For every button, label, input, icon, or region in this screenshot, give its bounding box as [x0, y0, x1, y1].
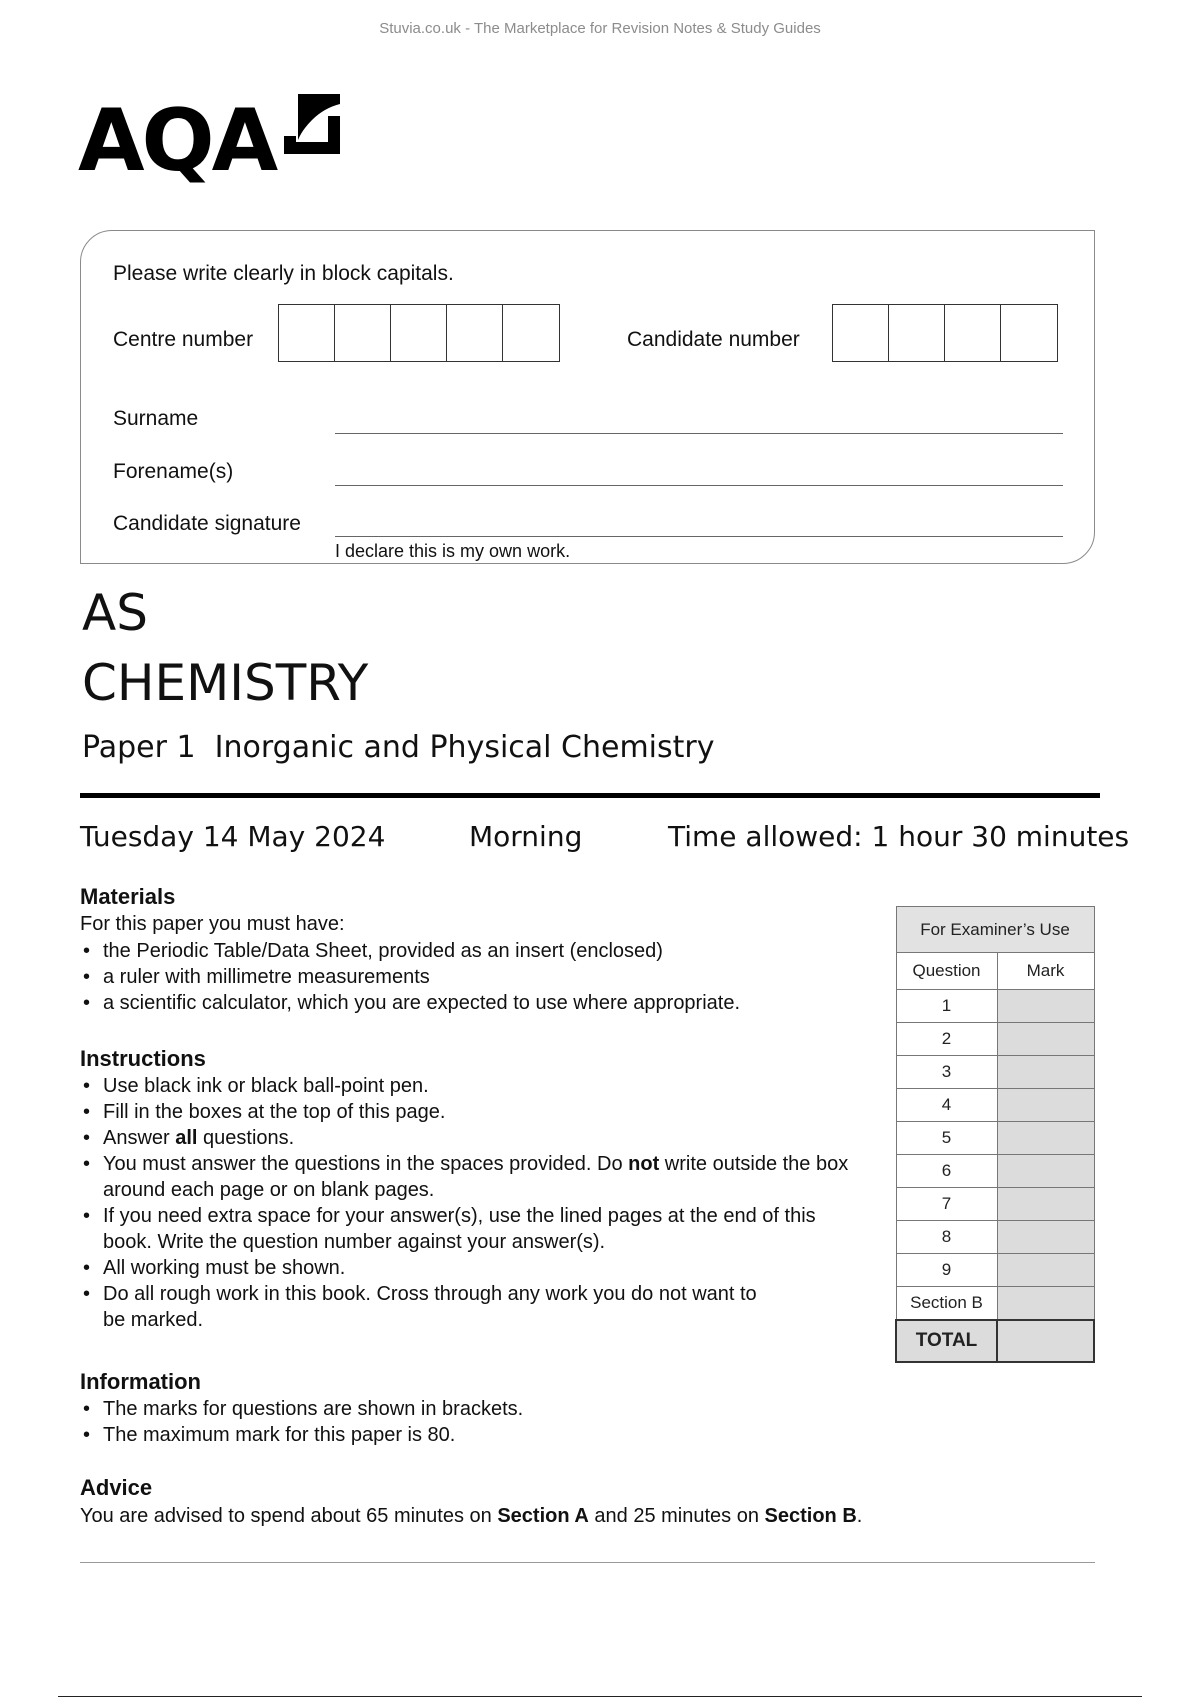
centre-number-label: Centre number [113, 328, 254, 351]
materials-intro: For this paper you must have: [80, 913, 345, 935]
list-item: • You must answer the questions in the spaces provided. Do not write outside the box around each page or on blank pages. [83, 1153, 849, 1201]
mark-cell [997, 1056, 1094, 1089]
mark-cell [997, 1188, 1094, 1221]
table-row [896, 1287, 1094, 1321]
centre-digit-box[interactable] [391, 305, 447, 361]
question-number: 4 [896, 1089, 997, 1122]
question-number: 1 [896, 990, 997, 1023]
page-bottom-rule [58, 1696, 1142, 1697]
list-item: • Answer all questions. [83, 1127, 295, 1149]
aqa-logo-mark [284, 94, 340, 154]
question-number: Section B [896, 1287, 997, 1321]
question-number: 9 [896, 1254, 997, 1287]
mark-cell [997, 1287, 1094, 1321]
mark-column-header: Mark [997, 953, 1094, 990]
table-row [896, 1188, 1094, 1221]
examiner-use-table [895, 906, 1095, 1363]
list-item: • a ruler with millimetre measurements [83, 966, 430, 988]
total-mark-cell [997, 1320, 1094, 1362]
instructions-list [80, 1073, 870, 1333]
advice-text: You are advised to spend about 65 minutes on Section A and 25 minutes on Section B. [80, 1505, 863, 1527]
information-heading: Information [80, 1369, 201, 1394]
centre-digit-box[interactable] [335, 305, 391, 361]
block-capitals-instruction: Please write clearly in block capitals. [113, 262, 454, 285]
mark-cell [997, 990, 1094, 1023]
forenames-line[interactable] [335, 485, 1063, 486]
surname-line[interactable] [335, 433, 1063, 434]
question-number: 7 [896, 1188, 997, 1221]
table-row [896, 1122, 1094, 1155]
advice-heading: Advice [80, 1475, 153, 1500]
candidate-digit-box[interactable] [945, 305, 1001, 361]
examiner-table-title: For Examiner’s Use [896, 907, 1094, 953]
exam-date: Tuesday 14 May 2024 [80, 820, 386, 853]
table-row [896, 1023, 1094, 1056]
candidate-digit-box[interactable] [833, 305, 889, 361]
mark-cell [997, 1254, 1094, 1287]
declaration-text: I declare this is my own work. [335, 541, 571, 561]
table-row [896, 1056, 1094, 1089]
list-item: • Use black ink or black ball-point pen. [83, 1075, 429, 1097]
question-column-header: Question [896, 953, 997, 990]
title-divider [80, 793, 1100, 798]
centre-digit-box[interactable] [447, 305, 503, 361]
table-row [896, 1089, 1094, 1122]
surname-label: Surname [113, 407, 199, 430]
candidate-digit-box[interactable] [1001, 305, 1057, 361]
candidate-number-boxes[interactable] [832, 304, 1058, 362]
aqa-logo: AQA [78, 91, 276, 191]
watermark-text: Stuvia.co.uk - The Marketplace for Revision Notes & Study Guides [379, 20, 821, 37]
list-item: • If you need extra space for your answer(s), use the lined pages at the end of this book. Write the question number against your answer(s). [83, 1205, 816, 1253]
table-row [896, 1155, 1094, 1188]
question-number: 5 [896, 1122, 997, 1155]
materials-list [80, 938, 870, 1016]
table-row [896, 1221, 1094, 1254]
subject-title: CHEMISTRY [82, 654, 369, 712]
paper-title: Paper 1 Inorganic and Physical Chemistry [82, 730, 715, 765]
mark-cell [997, 1221, 1094, 1254]
mark-cell [997, 1023, 1094, 1056]
signature-label: Candidate signature [113, 512, 301, 535]
list-item: • The marks for questions are shown in brackets. [83, 1398, 524, 1420]
centre-digit-box[interactable] [503, 305, 559, 361]
list-item: • The maximum mark for this paper is 80. [83, 1424, 456, 1446]
exam-session: Morning [469, 820, 583, 853]
instructions-heading: Instructions [80, 1046, 206, 1071]
candidate-digit-box[interactable] [889, 305, 945, 361]
centre-digit-box[interactable] [279, 305, 335, 361]
list-item: • a scientific calculator, which you are expected to use where appropriate. [83, 992, 741, 1014]
table-row [896, 1254, 1094, 1287]
question-number: 3 [896, 1056, 997, 1089]
mark-cell [997, 1089, 1094, 1122]
information-list [80, 1396, 870, 1448]
mark-cell [997, 1155, 1094, 1188]
question-number: 6 [896, 1155, 997, 1188]
bottom-divider [80, 1562, 1095, 1563]
total-row [896, 1320, 1094, 1362]
mark-cell [997, 1122, 1094, 1155]
time-allowed: Time allowed: 1 hour 30 minutes [668, 820, 1130, 853]
table-row [896, 990, 1094, 1023]
signature-line[interactable] [335, 536, 1063, 537]
materials-heading: Materials [80, 884, 176, 909]
list-item: • All working must be shown. [83, 1257, 346, 1279]
list-item: • the Periodic Table/Data Sheet, provided as an insert (enclosed) [83, 940, 663, 962]
centre-number-boxes[interactable] [278, 304, 560, 362]
question-number: 8 [896, 1221, 997, 1254]
candidate-number-label: Candidate number [627, 328, 800, 351]
forenames-label: Forename(s) [113, 460, 234, 483]
question-number: 2 [896, 1023, 997, 1056]
qualification-level: AS [82, 584, 148, 642]
total-label: TOTAL [896, 1320, 997, 1362]
list-item: • Fill in the boxes at the top of this page. [83, 1101, 446, 1123]
list-item: • Do all rough work in this book. Cross through any work you do not want to be marked. [83, 1283, 757, 1331]
